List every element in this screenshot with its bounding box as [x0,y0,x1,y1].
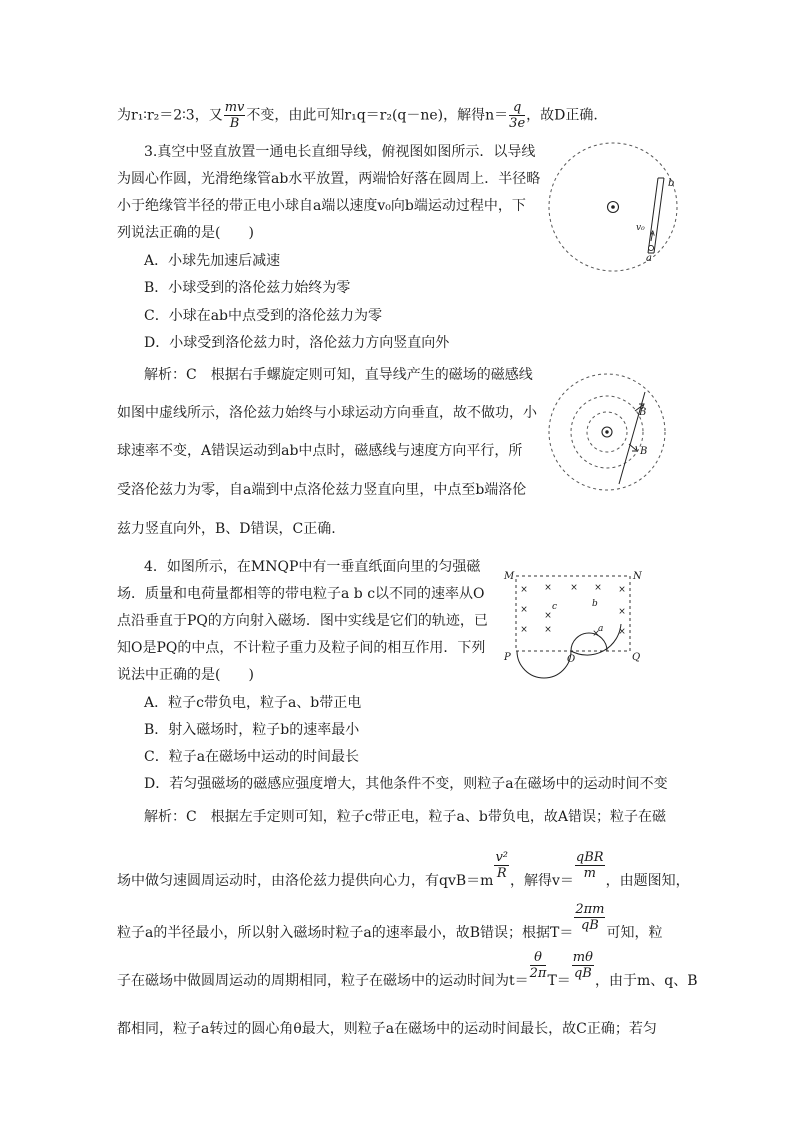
wire-dot-icon [605,430,608,433]
fraction-mv-over-B: $\frac{mv}{B}$ [224,100,245,131]
trajectory-a [571,633,607,651]
a3-line-5: 兹力竖直向外，B、D错误，C正确. [117,521,336,537]
field-arrow-lower-icon [629,444,636,450]
q3-option-c: C．小球在ab中点受到的洛伦兹力为零 [144,308,383,324]
a4-line-5: 都相同，粒子a转过的圆心角θ最大，则粒子a在磁场中的运动时间最长，故C正确；若匀 [117,1021,657,1037]
magnetic-field-crosses [520,583,626,639]
q4-option-c: C．粒子a在磁场中运动的时间最长 [144,749,360,765]
field-cross-icon: × [520,605,528,615]
q4-figure [500,566,650,666]
label-a: a [646,253,652,264]
label-B-upper: B [639,407,647,418]
label-c: c [552,602,558,612]
label-b: b [668,178,675,189]
label-Q: Q [632,652,641,663]
label-P: P [504,652,511,663]
top-line [117,100,598,131]
ball-icon [648,245,653,250]
field-cross-icon: × [570,583,578,593]
a4-line-1: 解析：C 根据左手定则可知，粒子c带正电，粒子a、b带负电，故A错误；粒子在磁 [144,809,666,825]
wire-dot-icon [611,205,615,209]
field-cross-icon: × [520,585,528,595]
fraction-mtheta-over-qB: $\frac{m\theta}{qB}$ [572,950,593,981]
q3-line-3: 小于绝缘管半径的带正电小球自a端以速度v₀向b端运动过程中，下 [117,198,526,214]
field-cross-icon: × [520,625,528,635]
label-v0: v₀ [636,223,645,233]
a3-figure [545,372,675,497]
q3-line-1: 3.真空中竖直放置一通电长直细导线，俯视图如图所示．以导线 [144,144,536,160]
fraction-q-over-3e: $\frac{q}{3e}$ [509,100,526,131]
label-O: O [567,654,576,665]
field-cross-icon: × [544,611,552,621]
field-cross-icon: × [544,583,552,593]
q4-line-1: 4．如图所示，在MNQP中有一垂直纸面向里的匀强磁 [144,559,481,575]
label-N: N [633,571,642,582]
field-cross-icon: × [594,583,602,593]
insulating-tube [648,178,664,253]
field-cross-icon: × [592,629,600,639]
field-cross-icon: × [618,627,626,637]
label-a: a [598,624,604,634]
trajectory-c [517,651,571,678]
q4-option-d: D．若匀强磁场的磁感应强度增大，其他条件不变，则粒子a在磁场中的运动时间不变 [144,776,668,792]
field-cross-icon: × [618,607,626,617]
q4-line-3: 点沿垂直于PQ的方向射入磁场．图中实线是它们的轨迹，已 [117,613,488,629]
q4-line-5: 说法中正确的是( ) [117,667,254,683]
q3-option-a: A．小球先加速后减速 [144,253,281,269]
q3-option-b: B．小球受到的洛伦兹力始终为零 [144,280,351,296]
q3-figure [548,130,718,275]
top-suffix: ，故D正确. [526,107,598,124]
a4-line-4: 子在磁场中做圆周运动的周期相同，粒子在磁场中的运动时间为t＝ $\frac{\theta}{2\pi}$ T＝ $\frac{m\theta}{qB}$ ，由于m、q、B [117,950,698,989]
field-cross-icon: × [618,585,626,595]
fraction-qBR-over-m: qBR m [575,850,604,881]
q3-option-d: D．小球受到洛伦兹力时，洛伦兹力方向竖直向外 [144,335,450,351]
label-M: M [504,571,515,582]
fraction-theta-over-2pi: $\frac{\theta}{2\pi}$ [529,950,547,981]
top-middle: 不变，由此可知r₁q＝r₂(q－ne)，解得n＝ [246,107,509,124]
a3-line-4: 受洛伦兹力为零，自a端到中点洛伦兹力竖直向里，中点至b端洛伦 [117,482,527,498]
label-B-lower: B [640,446,648,457]
q4-option-a: A．粒子c带负电，粒子a、b带正电 [144,695,362,711]
a3-line-3: 球速率不变，A错误运动到ab中点时，磁感线与速度方向平行，所 [117,443,523,459]
label-b: b [592,599,598,609]
fraction-v2-over-R: $\frac{\text{v²}}{R}$ [495,850,508,881]
tube-line [619,392,648,484]
q3-line-4: 列说法正确的是( ) [117,225,254,241]
a4-line-2: 场中做匀速圆周运动时，由洛伦兹力提供向心力，有qvB＝m $\frac{\text{v²}}{R}$ ，解得v＝ qBR m ，由题图知， [117,850,690,889]
top-prefix: 为r₁∶r₂＝2∶3，又 [117,107,223,124]
a4-line-3: 粒子a的半径最小，所以射入磁场时粒子a的速率最小，故B错误；根据T＝ $\frac{2\pi m}{qB}$ 可知，粒 [117,902,663,941]
q3-line-2: 为圆心作圆，光滑绝缘管ab水平放置，两端恰好落在圆周上．半径略 [117,171,541,187]
field-cross-icon: × [544,625,552,635]
q4-line-2: 场．质量和电荷量都相等的带电粒子a b c以不同的速率从O [117,586,485,602]
q4-line-4: 知O是PQ的中点，不计粒子重力及粒子间的相互作用．下列 [117,640,486,656]
a3-line-1: 解析：C 根据右手螺旋定则可知，直导线产生的磁场的磁感线 [144,367,533,383]
q4-option-b: B．射入磁场时，粒子b的速率最小 [144,722,360,738]
fraction-2pim-over-qB: $\frac{2\pi m}{qB}$ [575,902,605,933]
a3-line-2: 如图中虚线所示，洛伦兹力始终与小球运动方向垂直，故不做功，小 [117,405,537,421]
